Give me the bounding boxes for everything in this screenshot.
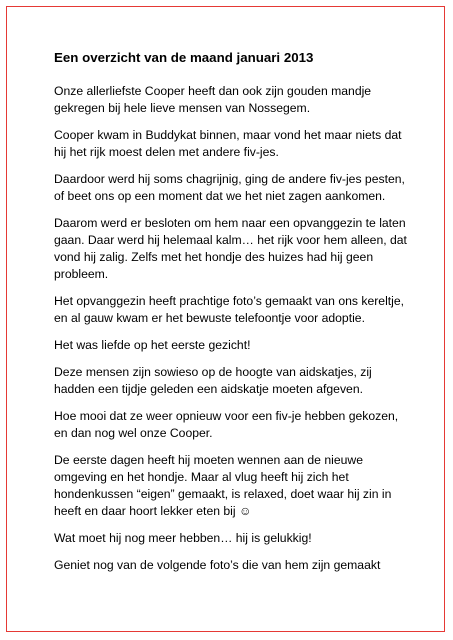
paragraph-buddykat: Cooper kwam in Buddykat binnen, maar vond het maar niets dat hij het rijk moest delen met andere fiv-jes.: [54, 128, 402, 159]
paragraph-volgende-fotos: Geniet nog van de volgende foto’s die van hem zijn gemaakt: [54, 558, 381, 572]
paragraph-gelukkig: Wat moet hij nog meer hebben… hij is gelukkig!: [54, 531, 312, 545]
paragraph-fotos-adoptie: Het opvanggezin heeft prachtige foto’s gemaakt van ons kereltje, en al gauw kwam er het bewuste telefoontje voor adoptie.: [54, 294, 405, 325]
paragraph-gouden-mandje: Onze allerliefste Cooper heeft dan ook zijn gouden mandje gekregen bij hele lieve mensen van Nossegem.: [54, 84, 372, 115]
document-body: [54, 50, 414, 584]
paragraph-chagrijnig: Daardoor werd hij soms chagrijnig, ging de andere fiv-jes pesten, of beet ons op een moment dat we het niet zagen aankomen.: [54, 172, 405, 203]
paragraph-fiv-je: Hoe mooi dat ze weer opnieuw voor een fiv-je hebben gekozen, en dan nog wel onze Cooper.: [54, 409, 399, 440]
paragraph-liefde: Het was liefde op het eerste gezicht!: [54, 338, 251, 352]
document-title: Een overzicht van de maand januari 2013: [54, 50, 314, 65]
paragraph-aidskatjes: Deze mensen zijn sowieso op de hoogte van aidskatjes, zij hadden een tijdje geleden een aidskatje moeten afgeven.: [54, 365, 372, 396]
paragraph-eerste-dagen: De eerste dagen heeft hij moeten wennen aan de nieuwe omgeving en het hondje. Maar al vlug heeft hij zich het hondenkussen “eigen” gemaakt, is relaxed, doet waar hij zin in heeft en daar hoort lekker eten bij ☺: [54, 453, 392, 518]
paragraph-opvanggezin: Daarom werd er besloten om hem naar een opvanggezin te laten gaan. Daar werd hij helemaal kalm… het rijk voor hem alleen, dat vond hij zalig. Zelfs met het hondje des huizes had hij geen probleem.: [54, 216, 407, 281]
